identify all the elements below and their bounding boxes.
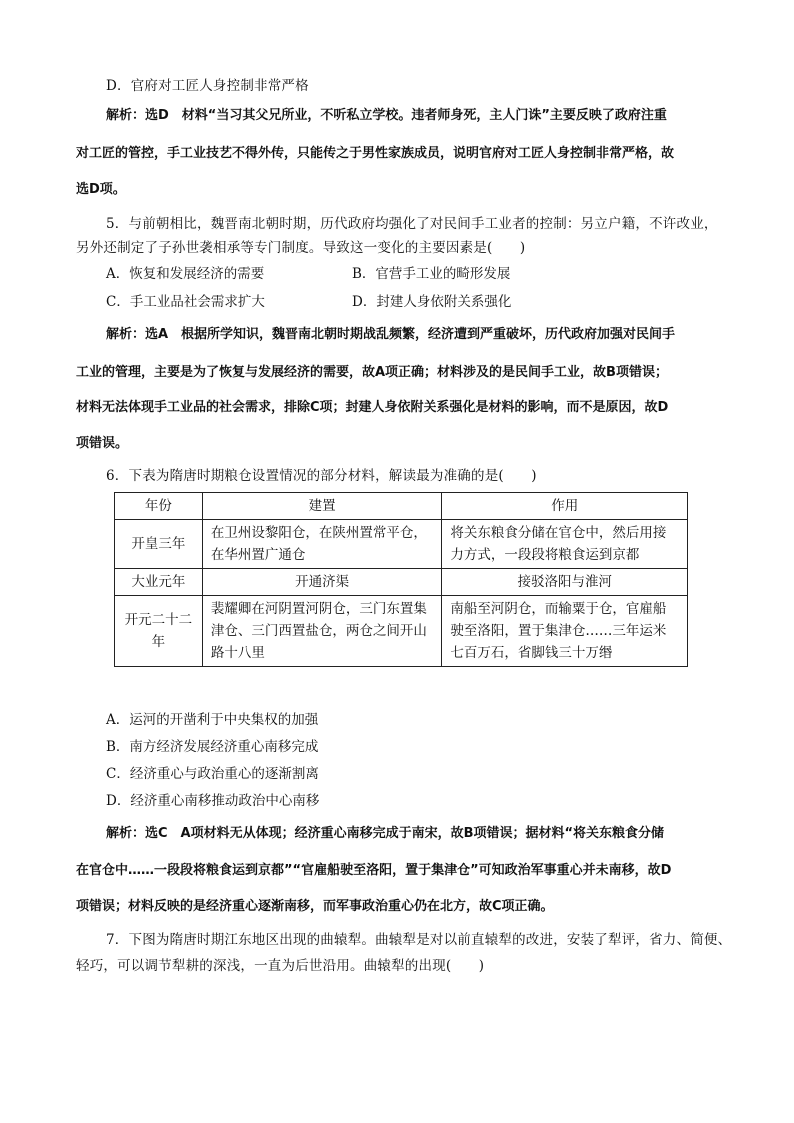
- q4-analysis-line-3: 选D项。: [76, 182, 126, 197]
- q6-option-b: B．南方经济发展经济重心南移完成: [106, 739, 319, 755]
- table-cell-effect: 接驳洛阳与淮河: [442, 569, 688, 596]
- q5-option-d: D．封建人身依附关系强化: [352, 294, 512, 310]
- table-cell-year: 开皇三年: [115, 520, 203, 569]
- q5-stem-line-1: 5．与前朝相比，魏晋南北朝时期，历代政府均强化了对民间手工业者的控制：另立户籍，不许改业，: [106, 216, 718, 232]
- q6-analysis-line-1: 解析：选C A项材料无从体现；经济重心南移完成于南宋，故B项错误；据材料“将关东粮食分储: [106, 826, 665, 841]
- table-cell-effect: 将关东粮食分储在官仓中，然后用接力方式，一段段将粮食运到京都: [442, 520, 688, 569]
- q5-stem-line-2: 另外还制定了子孙世袭相承等专门制度。导致这一变化的主要因素是( ): [76, 240, 526, 256]
- q6-option-c: C．经济重心与政治重心的逐渐割离: [106, 766, 319, 782]
- q4-analysis-line-1: 解析：选D 材料“当习其父兄所业，不听私立学校。违者师身死，主人门诛”主要反映了政府注重: [106, 108, 667, 123]
- q5-analysis-line-2: 工业的管理，主要是为了恢复与发展经济的需要，故A项正确；材料涉及的是民间手工业，故B项错误；: [76, 365, 668, 380]
- q7-stem-line-1: 7．下图为隋唐时期江东地区出现的曲辕犁。曲辕犁是对以前直辕犁的改进，安装了犁评，省力、简便、: [106, 932, 732, 948]
- q5-analysis-line-1: 解析：选A 根据所学知识，魏晋南北朝时期战乱频繁，经济遭到严重破坏，历代政府加强对民间手: [106, 327, 676, 342]
- table-cell-effect: 南船至河阴仓，而输粟于仓，官雇船驶至洛阳，置于集津仓……三年运米七百万石，省脚钱三十万缗: [442, 596, 688, 667]
- granary-table: [114, 492, 688, 667]
- q4-analysis-line-2: 对工匠的管控，手工业技艺不得外传，只能传之于男性家族成员，说明官府对工匠人身控制非常严格，故: [76, 146, 675, 161]
- table-row: [115, 520, 688, 569]
- q5-option-a: A．恢复和发展经济的需要: [106, 266, 265, 282]
- table-header-build: 建置: [202, 493, 442, 520]
- q7-stem-line-2: 轻巧，可以调节犁耕的深浅，一直为后世沿用。曲辕犁的出现( ): [76, 958, 485, 974]
- q5-analysis-line-4: 项错误。: [76, 436, 129, 451]
- table-header-effect: 作用: [442, 493, 688, 520]
- table-cell-year: 开元二十二年: [115, 596, 203, 667]
- table-row: [115, 596, 688, 667]
- q6-option-a: A．运河的开凿利于中央集权的加强: [106, 712, 319, 728]
- q6-option-d: D．经济重心南移推动政治中心南移: [106, 793, 320, 809]
- table-cell-build: 在卫州设黎阳仓，在陕州置常平仓，在华州置广通仓: [202, 520, 442, 569]
- table-header-year: 年份: [115, 493, 203, 520]
- q4-option-d: D．官府对工匠人身控制非常严格: [106, 78, 309, 94]
- table-cell-build: 裴耀卿在河阴置河阴仓，三门东置集津仓、三门西置盐仓，两仓之间开山路十八里: [202, 596, 442, 667]
- q5-analysis-line-3: 材料无法体现手工业品的社会需求，排除C项；封建人身依附关系强化是材料的影响，而不是原因，故D: [76, 400, 669, 415]
- q6-stem: 6．下表为隋唐时期粮仓设置情况的部分材料，解读最为准确的是( ): [106, 468, 537, 484]
- table-header-row: [115, 493, 688, 520]
- q5-option-b: B．官营手工业的畸形发展: [352, 266, 511, 282]
- table-cell-year: 大业元年: [115, 569, 203, 596]
- table-cell-build: 开通济渠: [202, 569, 442, 596]
- q5-option-c: C．手工业品社会需求扩大: [106, 294, 265, 310]
- table-row: [115, 569, 688, 596]
- q6-analysis-line-2: 在官仓中……一段段将粮食运到京都”“官雇船驶至洛阳，置于集津仓”可知政治军事重心并未南移，故D: [76, 863, 672, 878]
- q6-analysis-line-3: 项错误；材料反映的是经济重心逐渐南移，而军事政治重心仍在北方，故C项正确。: [76, 899, 554, 914]
